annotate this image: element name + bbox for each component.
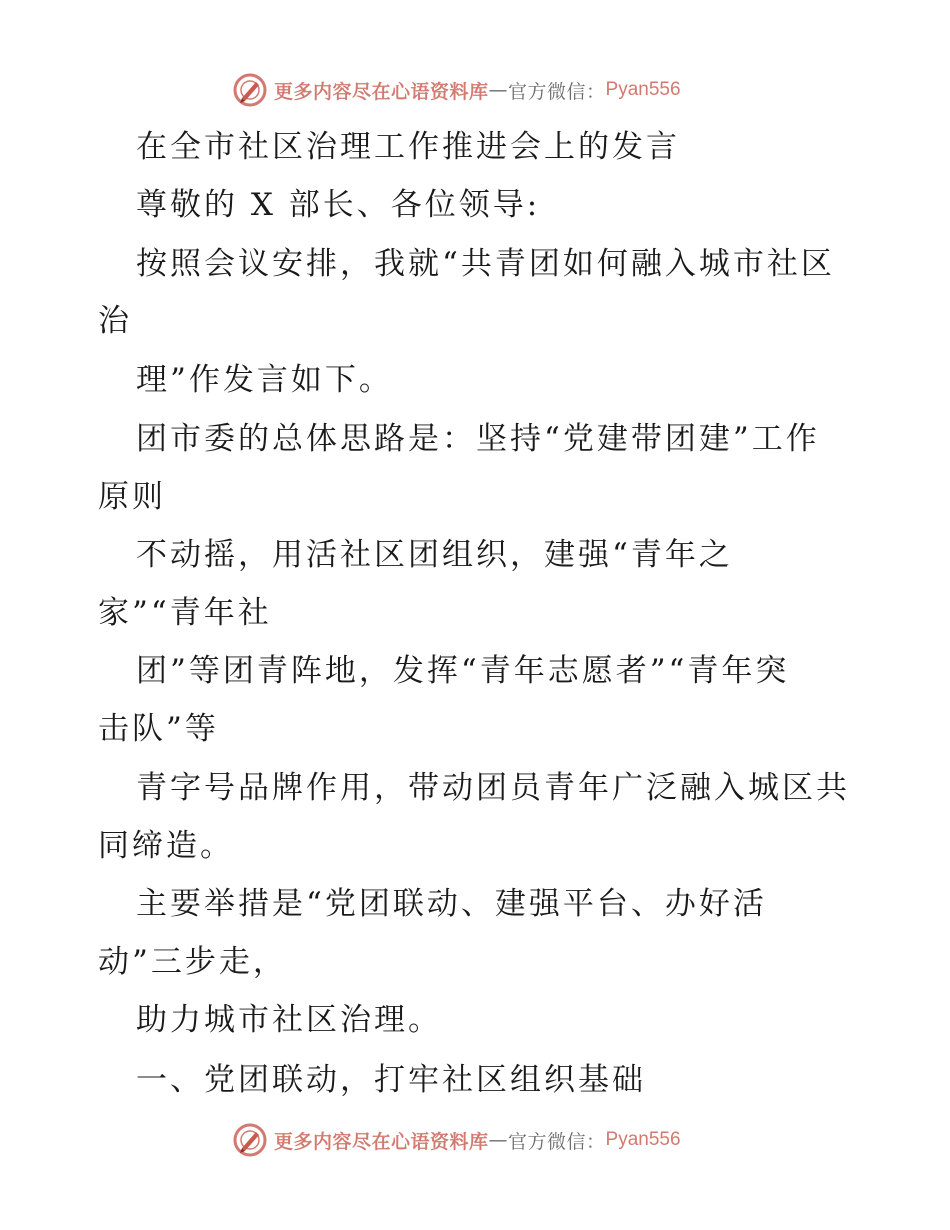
section-heading: 一、党团联动，打牢社区组织基础 — [136, 1062, 646, 1098]
paragraph-line: 团”等团青阵地，发挥“青年志愿者”“青年突 — [136, 653, 790, 689]
paragraph-line: 击队”等 — [98, 711, 219, 747]
header-watermark — [232, 70, 681, 110]
watermark-separator: — — [488, 1129, 509, 1151]
watermark-brand-text: 更多内容尽在心语资料库 — [274, 1130, 489, 1153]
document-title: 在全市社区治理工作推进会上的发言 — [136, 129, 680, 165]
watermark-wechat-label: 官方微信： — [508, 1130, 606, 1153]
pen-logo-icon — [232, 72, 268, 108]
watermark-brand-text: 更多内容尽在心语资料库 — [274, 80, 489, 103]
paragraph-line: 按照会议安排，我就“共青团如何融入城市社区 — [136, 246, 835, 282]
paragraph-line: 动”三步走， — [98, 944, 287, 980]
pen-logo-icon — [232, 1122, 268, 1158]
paragraph-line: 治 — [98, 303, 132, 339]
salutation: 尊敬的 X 部长、各位领导: — [136, 187, 541, 223]
paragraph-line: 主要举措是“党团联动、建强平台、办好活 — [136, 886, 767, 922]
watermark-wechat-id: Pyan556 — [605, 79, 681, 100]
paragraph-line: 同缔造。 — [98, 828, 234, 864]
paragraph-line: 助力城市社区治理。 — [136, 1002, 442, 1038]
paragraph-line: 团市委的总体思路是：坚持“党建带团建”工作 — [136, 421, 820, 457]
paragraph-line: 不动摇，用活社区团组织，建强“青年之 — [136, 537, 733, 573]
paragraph-line: 原则 — [98, 479, 166, 515]
watermark-wechat-label: 官方微信： — [508, 80, 606, 103]
paragraph-line: 家”“青年社 — [98, 595, 272, 631]
footer-watermark — [232, 1120, 681, 1160]
watermark-wechat-id: Pyan556 — [605, 1129, 681, 1150]
paragraph-line: 青字号品牌作用，带动团员青年广泛融入城区共 — [136, 770, 850, 806]
paragraph-line: 理”作发言如下。 — [136, 362, 393, 398]
watermark-separator: — — [488, 79, 509, 101]
